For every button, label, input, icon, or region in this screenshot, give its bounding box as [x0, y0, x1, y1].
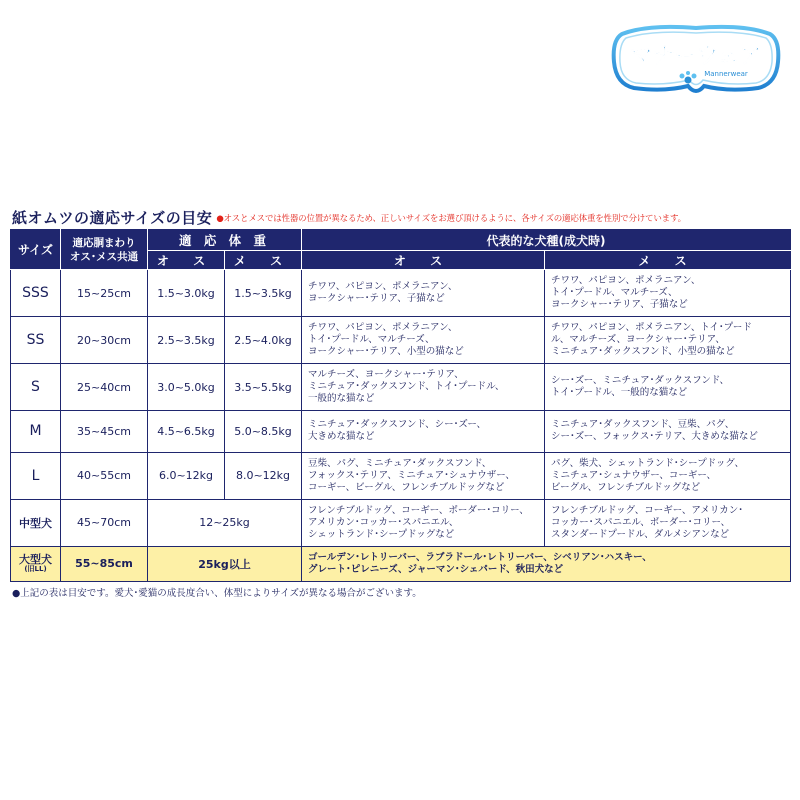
size-cell: SS — [11, 317, 61, 364]
heading — [12, 207, 792, 229]
breeds-male-cell — [302, 364, 545, 411]
breed-line: チワワ、パピヨン、ポメラニアン、 — [551, 275, 701, 287]
breed-line: チワワ、パピヨン、ポメラニアン、 — [308, 281, 458, 293]
weight-male-cell: 4.5~6.5kg — [148, 411, 225, 452]
header-waist-line1: 適応胴まわり — [72, 236, 136, 249]
header-weight-male: オ ス — [148, 251, 225, 270]
breed-line: ミニチュア･シュナウザー、コーギー、 — [551, 469, 717, 481]
size-cell: 中型犬 — [11, 499, 61, 546]
waist-cell: 55~85cm — [61, 546, 148, 581]
breeds-female-cell — [545, 364, 791, 411]
breed-line: グレート･ピレニーズ、ジャーマン･シェパード、秋田犬など — [308, 563, 564, 575]
waist-cell: 45~70cm — [61, 499, 148, 546]
header-weight-female: メ ス — [225, 251, 302, 270]
header-weight: 適 応 体 重 — [148, 230, 302, 251]
breed-line: ミニチュア･ダックスフンド、トイ･プードル、 — [308, 381, 505, 393]
breeds-male-cell — [302, 317, 545, 364]
weight-female-cell: 3.5~5.5kg — [225, 364, 302, 411]
breeds-male-cell — [302, 452, 545, 499]
size-table — [10, 229, 791, 582]
breed-line: パグ、柴犬、シェットランド･シープドッグ、 — [551, 457, 744, 469]
breed-line: アメリカン･コッカー･スパニエル、 — [308, 516, 459, 528]
size-label: 大型犬 — [19, 552, 52, 566]
breed-line: ル、マルチーズ、ヨークシャー･テリア、 — [551, 334, 725, 346]
weight-female-cell: 1.5~3.5kg — [225, 270, 302, 317]
breed-line: フォックス･テリア、ミニチュア･シュナウザー、 — [308, 469, 515, 481]
weight-male-cell: 2.5~3.5kg — [148, 317, 225, 364]
header-breeds-female: メ ス — [545, 251, 791, 270]
table-row-large — [11, 546, 791, 581]
breed-line: ゴールデン･レトリーバー、ラブラドール･レトリーバー、シベリアン･ハスキー、 — [308, 551, 652, 563]
weight-female-cell: 8.0~12kg — [225, 452, 302, 499]
weight-cell: 25kg以上 — [148, 546, 302, 581]
logo-text: マナーウェア — [630, 44, 762, 69]
breed-line: フレンチブルドッグ、コーギー、アメリカン･ — [551, 504, 743, 516]
breed-line: トイ･プードル、マルチーズ、 — [308, 334, 435, 346]
breed-line: マルチーズ、ヨークシャー･テリア、 — [308, 369, 464, 381]
breed-line: シー･ズー、フォックス･テリア、大きめな猫など — [551, 431, 758, 443]
breed-line: 一般的な猫など — [308, 393, 375, 405]
size-sublabel: (旧LL) — [24, 564, 47, 573]
waist-cell: 25~40cm — [61, 364, 148, 411]
breed-line: ヨークシャー･テリア、子猫など — [551, 299, 688, 311]
table-row — [11, 364, 791, 411]
header-waist-line2: オス･メス共通 — [69, 250, 139, 263]
breed-line: チワワ、パピヨン、ポメラニアン、 — [308, 322, 458, 334]
weight-cell: 12~25kg — [148, 499, 302, 546]
breeds-male-cell — [302, 499, 545, 546]
weight-female-cell: 2.5~4.0kg — [225, 317, 302, 364]
table-row — [11, 317, 791, 364]
breeds-male-cell — [302, 411, 545, 452]
breed-line: コッカー･スパニエル、ボーダー･コリー、 — [551, 516, 731, 528]
breed-line: ミニチュア･ダックスフンド、シー･ズー、 — [308, 419, 487, 431]
breed-line: シェットランド･シープドッグなど — [308, 528, 455, 540]
gender-note: ●オスとメスでは性器の位置が異なるため、正しいサイズをお選び頂けるように、各サイズの適応体重を性別で分けています。 — [216, 213, 686, 224]
breeds-female-cell — [545, 499, 791, 546]
size-cell — [11, 546, 61, 581]
size-cell: L — [11, 452, 61, 499]
footnote: ●上記の表は目安です。愛犬･愛猫の成長度合い、体型によりサイズが異なる場合がございます。 — [12, 588, 422, 599]
breed-line: シー･ズー、ミニチュア･ダックスフンド、 — [551, 375, 730, 387]
breed-line: ヨークシャー･テリア、小型の猫など — [308, 346, 464, 358]
breeds-female-cell — [545, 452, 791, 499]
waist-cell: 20~30cm — [61, 317, 148, 364]
weight-male-cell: 1.5~3.0kg — [148, 270, 225, 317]
weight-male-cell: 3.0~5.0kg — [148, 364, 225, 411]
page-title: 紙オムツの適応サイズの目安 — [12, 209, 213, 227]
mannerwear-logo — [608, 22, 784, 100]
breed-line: ミニチュア･ダックスフンド、小型の猫など — [551, 346, 735, 358]
breeds-female-cell — [545, 317, 791, 364]
header-size: サイズ — [11, 230, 61, 270]
waist-cell: 15~25cm — [61, 270, 148, 317]
breeds-male-cell — [302, 270, 545, 317]
header-breeds: 代表的な犬種(成犬時) — [302, 230, 791, 251]
waist-cell: 40~55cm — [61, 452, 148, 499]
size-cell: S — [11, 364, 61, 411]
table-row-medium — [11, 499, 791, 546]
weight-male-cell: 6.0~12kg — [148, 452, 225, 499]
breed-line: 大きめな猫など — [308, 431, 375, 443]
breeds-cell — [302, 546, 791, 581]
table-row — [11, 270, 791, 317]
weight-female-cell: 5.0~8.5kg — [225, 411, 302, 452]
table-row — [11, 411, 791, 452]
waist-cell: 35~45cm — [61, 411, 148, 452]
size-cell: M — [11, 411, 61, 452]
breed-line: チワワ、パピヨン、ポメラニアン、トイ･プード — [551, 322, 752, 334]
logo-subtext: Mannerwear — [704, 70, 748, 78]
breed-line: フレンチブルドッグ、コーギー、ボーダー･コリー、 — [308, 504, 529, 516]
breed-line: 豆柴、パグ、ミニチュア･ダックスフンド、 — [308, 457, 492, 469]
header-breeds-male: オ ス — [302, 251, 545, 270]
breed-line: トイ･プードル、マルチーズ、 — [551, 287, 678, 299]
breed-line: トイ･プードル、一般的な猫など — [551, 387, 688, 399]
table-row — [11, 452, 791, 499]
breed-line: ヨークシャー･テリア、子猫など — [308, 293, 445, 305]
breed-line: ミニチュア･ダックスフンド、豆柴、パグ、 — [551, 419, 735, 431]
size-cell: SSS — [11, 270, 61, 317]
breeds-female-cell — [545, 411, 791, 452]
breed-line: ビーグル、フレンチブルドッグなど — [551, 481, 701, 493]
breed-line: コーギー、ビーグル、フレンチブルドッグなど — [308, 481, 505, 493]
header-waist — [61, 230, 148, 270]
breeds-female-cell — [545, 270, 791, 317]
breed-line: スタンダードプードル、ダルメシアンなど — [551, 528, 730, 540]
